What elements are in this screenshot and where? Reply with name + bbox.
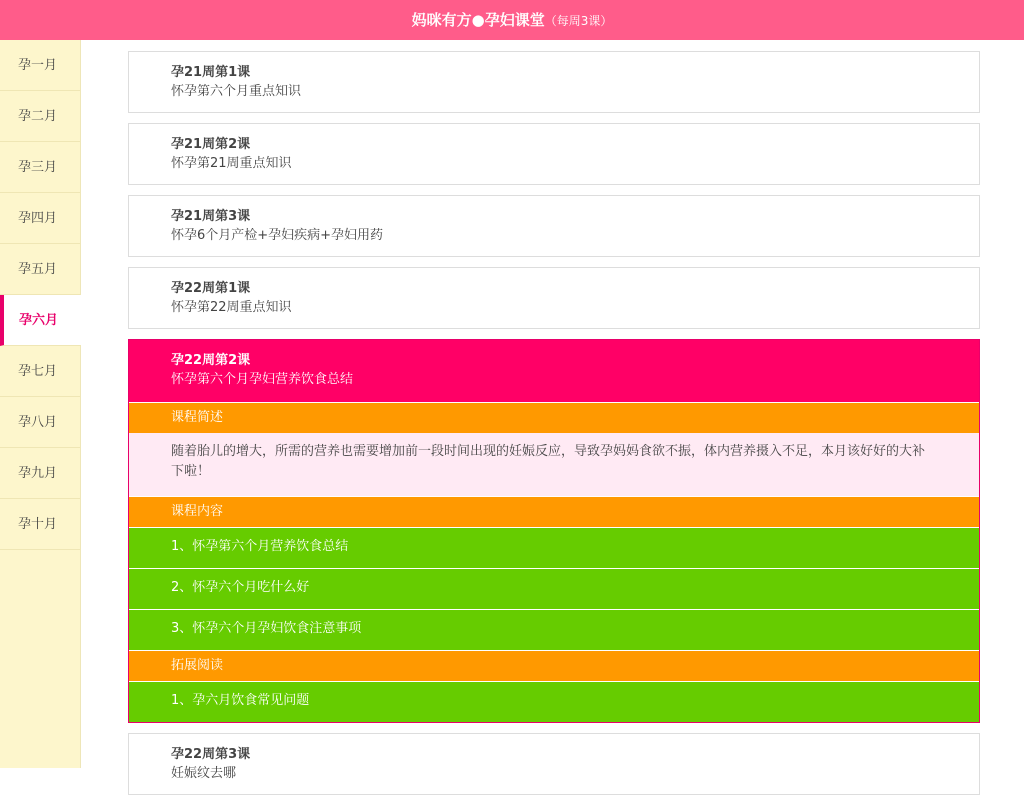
course-card[interactable] <box>128 733 980 795</box>
app-title: 妈咪有方●孕妇课堂 <box>411 11 545 29</box>
app-subtitle: （每周3课） <box>544 14 613 28</box>
reading-link[interactable]: 1、孕六月饮食常见问题 <box>129 681 979 722</box>
sidebar-item-month-4[interactable]: 孕四月 <box>0 193 80 244</box>
course-title: 孕21周第2课 <box>171 137 251 152</box>
course-intro-text: 随着胎儿的增大，所需的营养也需要增加前一段时间出现的妊娠反应，导致孕妈妈食欲不振，体内营养摄入不足，本月该好好的大补下啦！ <box>129 433 979 496</box>
lesson-link[interactable]: 2、怀孕六个月吃什么好 <box>129 568 979 609</box>
course-card[interactable] <box>128 195 980 257</box>
sidebar-item-month-5[interactable]: 孕五月 <box>0 244 80 295</box>
course-subtitle: 妊娠纹去哪 <box>171 766 237 781</box>
sidebar-item-month-1[interactable]: 孕一月 <box>0 40 80 91</box>
content-section-heading: 课程内容 <box>129 496 979 527</box>
course-title: 孕21周第1课 <box>171 65 251 80</box>
sidebar-item-month-3[interactable]: 孕三月 <box>0 142 80 193</box>
course-card[interactable] <box>128 51 980 113</box>
course-title: 孕22周第3课 <box>171 747 251 762</box>
reading-section-heading: 拓展阅读 <box>129 650 979 681</box>
course-card[interactable] <box>128 267 980 329</box>
lesson-link[interactable]: 1、怀孕第六个月营养饮食总结 <box>129 527 979 568</box>
course-title: 孕22周第1课 <box>171 281 251 296</box>
course-subtitle: 怀孕6个月产检+孕妇疾病+孕妇用药 <box>171 228 384 243</box>
intro-section-heading: 课程简述 <box>129 402 979 433</box>
course-subtitle: 怀孕第21周重点知识 <box>171 156 292 171</box>
expanded-course-header[interactable] <box>129 340 979 402</box>
sidebar-item-month-9[interactable]: 孕九月 <box>0 448 80 499</box>
sidebar-item-month-8[interactable]: 孕八月 <box>0 397 80 448</box>
course-subtitle: 怀孕第六个月孕妇营养饮食总结 <box>171 372 354 387</box>
lesson-link[interactable]: 3、怀孕六个月孕妇饮食注意事项 <box>129 609 979 650</box>
course-card[interactable] <box>128 123 980 185</box>
course-title: 孕21周第3课 <box>171 209 251 224</box>
sidebar-item-month-10[interactable]: 孕十月 <box>0 499 80 550</box>
course-subtitle: 怀孕第六个月重点知识 <box>171 84 302 99</box>
app-header <box>0 0 1024 40</box>
course-subtitle: 怀孕第22周重点知识 <box>171 300 292 315</box>
month-sidebar <box>0 40 81 768</box>
sidebar-item-month-2[interactable]: 孕二月 <box>0 91 80 142</box>
sidebar-item-month-6[interactable]: 孕六月 <box>0 295 81 346</box>
sidebar-item-month-7[interactable]: 孕七月 <box>0 346 80 397</box>
course-title: 孕22周第2课 <box>171 353 251 368</box>
expanded-course <box>128 339 980 723</box>
course-list <box>128 51 980 805</box>
